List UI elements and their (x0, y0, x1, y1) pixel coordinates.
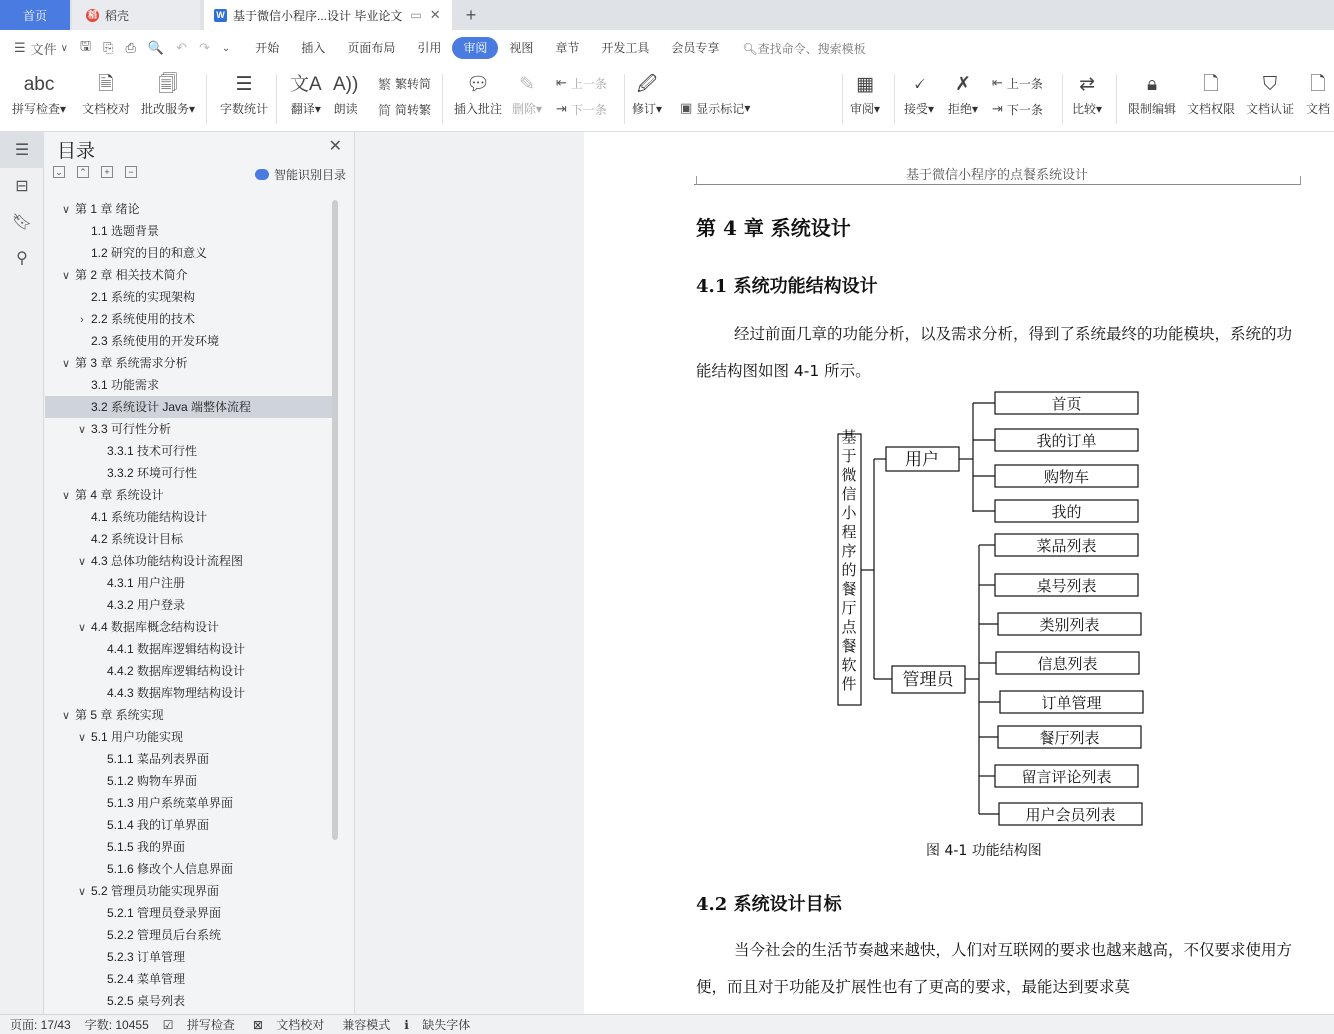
next-change-icon: ⇥ (992, 101, 1003, 116)
next-change-label: 下一条 (1006, 102, 1043, 117)
toc-item[interactable] (45, 242, 333, 264)
translate-label: 翻译 (290, 102, 315, 116)
smart-toc-label: 智能识别目录 (273, 168, 346, 182)
prev-change-button[interactable] (992, 72, 1043, 94)
ai-icon (255, 169, 269, 180)
toc-item[interactable] (45, 770, 333, 792)
section-title-4-2: 4.2 系统设计目标 (696, 894, 842, 915)
toc-item[interactable] (45, 374, 333, 396)
toc-item[interactable] (45, 946, 333, 968)
menu-start[interactable]: 开始 (255, 41, 280, 55)
toc-scrollbar[interactable] (332, 200, 338, 840)
ribbon-divider (206, 74, 207, 124)
trad-to-simp-button[interactable] (378, 72, 431, 94)
nav-side-strip (0, 132, 44, 1014)
missing-font[interactable]: ℹ 缺失字体 (404, 1018, 471, 1032)
toc-item[interactable] (45, 286, 333, 308)
admin-function-label: 餐厅列表 (1039, 729, 1100, 747)
toc-item-label: 1.2 研究的目的和意义 (91, 246, 208, 260)
menu-insert[interactable]: 插入 (301, 41, 326, 55)
insert-comment-label: 插入批注 (454, 102, 503, 116)
toc-item[interactable] (45, 572, 333, 594)
ribbon-divider (624, 74, 625, 124)
word-count-icon: ☰ (235, 74, 253, 95)
reject-icon: ✗ (955, 74, 971, 95)
delete-comment-icon: ✎ (519, 74, 535, 95)
chevron-down-icon[interactable]: ∨ (61, 490, 71, 502)
prev-comment-button[interactable] (556, 72, 607, 94)
compare-button[interactable]: ⇄ 比较▾ (1072, 70, 1102, 117)
ribbon-divider (276, 74, 277, 124)
next-comment-icon: ⇥ (556, 101, 567, 116)
diagram-leaf-nodes (973, 392, 1143, 825)
toc-item[interactable] (45, 660, 333, 682)
toc-pane (45, 132, 355, 1014)
spell-check-label: 拼写检查 (12, 102, 61, 116)
toc-item-label: 5.1 用户功能实现 (91, 730, 184, 744)
accept-icon: 🗸 (912, 74, 926, 95)
toc-item-label: 5.1.4 我的订单界面 (107, 818, 210, 832)
chevron-down-icon[interactable]: ∨ (77, 732, 87, 744)
reject-label: 拒绝 (948, 102, 973, 116)
toc-item[interactable] (45, 506, 333, 528)
root-label-char: 餐 (841, 637, 857, 655)
root-label-char: 基 (841, 428, 857, 446)
chevron-down-icon: ∨ (60, 42, 68, 54)
print-icon[interactable]: ⎙ (125, 40, 136, 55)
missing-font-label: 缺失字体 (422, 1018, 471, 1032)
doc-rights-icon: 🗋 (1203, 74, 1219, 95)
next-comment-button[interactable] (556, 98, 607, 120)
tab-home[interactable]: 首页 (0, 0, 70, 30)
next-change-button[interactable] (992, 98, 1043, 120)
toc-item[interactable] (45, 704, 333, 726)
page-indicator[interactable]: 页面: 17/43 (10, 1018, 71, 1032)
insert-comment-icon: 💬︎ (465, 74, 491, 95)
toc-item-label: 5.2.1 管理员登录界面 (107, 906, 222, 920)
figure-caption: 图 4-1 功能结构图 (926, 843, 1042, 859)
delete-comment-label: 删除 (512, 102, 537, 116)
proof-status[interactable]: ⊠ 文档校对 (252, 1018, 325, 1032)
search-icon[interactable]: ⚲ (16, 250, 28, 267)
toc-item-label: 4.4.2 数据库逻辑结构设计 (107, 664, 246, 678)
hamburger-icon: ☰ (14, 40, 26, 55)
chapter-title: 第 4 章 系统设计 (696, 216, 851, 240)
chevron-down-icon[interactable]: ∨ (77, 556, 87, 568)
menu-layout[interactable]: 页面布局 (347, 41, 396, 55)
toc-item[interactable] (45, 198, 333, 220)
smart-toc-button[interactable] (255, 166, 346, 183)
translate-icon: 文A (290, 74, 322, 95)
menu-reference[interactable]: 引用 (417, 41, 442, 55)
file-menu[interactable] (0, 39, 74, 58)
customize-icon[interactable]: ⌄ (221, 42, 231, 54)
toc-item[interactable] (45, 264, 333, 286)
root-label-char: 程 (841, 523, 857, 541)
user-function-label: 我的 (1051, 503, 1082, 521)
root-label-char: 于 (841, 447, 857, 465)
toc-item[interactable] (45, 682, 333, 704)
toc-item-label: 2.2 系统使用的技术 (91, 312, 196, 326)
correction-label: 批改服务 (141, 102, 190, 116)
ribbon-divider (1116, 74, 1117, 124)
toc-item[interactable] (45, 418, 333, 440)
toc-item-label: 4.2 系统设计目标 (91, 532, 184, 546)
toc-item-label: 第 4 章 系统设计 (75, 488, 164, 502)
tab-document[interactable] (204, 0, 452, 30)
toc-item-label: 5.1.2 购物车界面 (107, 774, 198, 788)
word-count-button[interactable] (220, 70, 268, 117)
toc-item[interactable] (45, 352, 333, 374)
user-function-label: 我的订单 (1036, 432, 1097, 450)
toc-item[interactable] (45, 836, 333, 858)
chevron-down-icon[interactable]: ∨ (61, 358, 71, 370)
chevron-down-icon[interactable]: ∨ (61, 204, 71, 216)
root-label-char: 厅 (841, 599, 857, 617)
accept-button[interactable]: 🗸 接受▾ (904, 70, 934, 117)
margin-mark (1300, 176, 1301, 185)
simp-to-trad-button[interactable] (378, 98, 431, 120)
toc-item-label: 4.3 总体功能结构设计流程图 (91, 554, 244, 568)
simp-to-trad-icon: 简 (378, 102, 392, 118)
toc-item[interactable] (45, 440, 333, 462)
toc-item-label: 3.2 系统设计 Java 端整体流程 (91, 400, 252, 414)
root-label-char: 小 (841, 504, 857, 522)
header-rule (694, 184, 1300, 185)
paragraph-4-2: 当今社会的生活节奏越来越快，人们对互联网的要求也越来越高，不仅要求使用方便，而且对于功能及扩展性也有了更高的要求，最能达到要求莫 (696, 941, 1292, 996)
document-page (584, 132, 1334, 1014)
paragraph-4-1: 经过前面几章的功能分析，以及需求分析，得到了系统最终的功能模块，系统的功能结构图如图 4-1 所示。 (696, 325, 1293, 380)
chevron-down-icon[interactable]: ∨ (61, 710, 71, 722)
doc-rights-label: 文档权限 (1187, 102, 1236, 116)
prev-change-label: 上一条 (1006, 76, 1043, 91)
admin-function-label: 订单管理 (1041, 694, 1102, 712)
toc-list (45, 198, 333, 1012)
correction-service-button[interactable]: 🗐 批改服务▾ (141, 70, 195, 117)
undo-icon[interactable]: ↶ (176, 40, 187, 55)
search-icon: 🔍︎ (742, 41, 758, 56)
tab-document-label: 基于微信小程序...设计 毕业论文 (233, 8, 403, 23)
spell-check-status-label: 拼写检查 (186, 1018, 235, 1032)
show-markup-button[interactable]: ▣ 显示标记 ▾ (680, 100, 751, 116)
toc-item-label: 5.1.1 菜品列表界面 (107, 752, 210, 766)
export-icon[interactable]: ⎘ (103, 40, 114, 55)
spell-check-status[interactable]: ☑ 拼写检查 (162, 1018, 235, 1032)
reject-button[interactable]: ✗ 拒绝▾ (948, 70, 978, 117)
doc-cert-label: 文档认证 (1246, 102, 1295, 116)
user-function-label: 购物车 (1043, 468, 1090, 486)
toc-item-label: 5.2 管理员功能实现界面 (91, 884, 220, 898)
file-menu-label: 文件 (30, 41, 57, 57)
toc-item[interactable] (45, 748, 333, 770)
close-icon[interactable]: ✕ (328, 138, 342, 155)
bookmark-icon[interactable]: 🔖︎ (11, 214, 33, 231)
show-markup-icon: ▣ (680, 100, 693, 115)
tab-daoke[interactable] (72, 0, 200, 30)
toc-item-label: 第 3 章 系统需求分析 (75, 356, 188, 370)
review-pane-icon: ▦ (856, 74, 874, 95)
toc-item[interactable] (45, 308, 333, 330)
print-preview-icon[interactable]: 🔍 (147, 40, 165, 55)
toc-item[interactable] (45, 550, 333, 572)
toc-item-label: 3.3.2 环境可行性 (107, 466, 198, 480)
toc-item-label: 第 1 章 绪论 (75, 202, 140, 216)
toc-item-label: 4.3.2 用户登录 (107, 598, 186, 612)
toc-title: 目录 (57, 141, 96, 162)
doc-proof-label: 文档校对 (82, 102, 131, 116)
spell-check-icon: abc (23, 74, 55, 95)
prev-comment-icon: ⇤ (556, 75, 567, 90)
chevron-down-icon[interactable]: ∨ (77, 424, 87, 436)
toc-item-label: 5.2.5 桌号列表 (107, 994, 186, 1008)
spell-check-button[interactable]: abc 拼写检查▾ (12, 70, 66, 117)
toc-item[interactable] (45, 814, 333, 836)
toc-item[interactable] (45, 924, 333, 946)
menu-section[interactable]: 章节 (555, 41, 580, 55)
review-ribbon (0, 66, 1334, 132)
toc-item[interactable] (45, 902, 333, 924)
doc-more-icon: 🗋 (1310, 74, 1326, 95)
toc-item-label: 4.4 数据库概念结构设计 (91, 620, 220, 634)
daoke-icon: 稻 (87, 9, 97, 20)
toc-icon[interactable]: ☰ (0, 132, 44, 168)
toc-item[interactable] (45, 330, 333, 352)
toc-item[interactable] (45, 968, 333, 990)
toc-item[interactable] (45, 792, 333, 814)
toc-item-label: 5.1.3 用户系统菜单界面 (107, 796, 234, 810)
chevron-down-icon[interactable]: ∨ (61, 270, 71, 282)
admin-function-label: 菜品列表 (1036, 537, 1097, 555)
toc-item[interactable] (45, 528, 333, 550)
toc-item-label: 4.4.1 数据库逻辑结构设计 (107, 642, 246, 656)
save-icon[interactable]: 🖫 (80, 38, 92, 53)
margin-mark (696, 176, 697, 185)
admin-function-label: 用户会员列表 (1025, 806, 1116, 824)
new-tab-button[interactable]: + (465, 4, 477, 25)
prev-comment-label: 上一条 (570, 76, 607, 91)
toc-item-label: 3.1 功能需求 (91, 378, 160, 392)
root-label-char: 的 (841, 561, 857, 579)
tab-bar (0, 0, 1334, 30)
shield-icon: ⛉ (1262, 74, 1278, 95)
read-aloud-label: 朗读 (333, 102, 358, 116)
word-count-label: 字数统计 (220, 102, 269, 116)
compare-label: 比较 (1072, 102, 1097, 116)
toc-item[interactable] (45, 594, 333, 616)
add-heading-icon[interactable]: + (101, 166, 113, 178)
collapse-all-icon[interactable]: ⌃ (77, 166, 89, 178)
show-markup-label: 显示标记 (696, 101, 745, 116)
chevron-down-icon[interactable]: ∨ (77, 886, 87, 898)
prev-change-icon: ⇤ (992, 75, 1003, 90)
compat-mode: 兼容模式 (342, 1018, 391, 1032)
track-changes-label: 修订 (632, 102, 657, 116)
doc-cert-button[interactable] (1246, 70, 1294, 117)
toc-item-label: 4.1 系统功能结构设计 (91, 510, 208, 524)
root-label-char: 件 (841, 675, 857, 693)
track-changes-button[interactable]: 🖉 修订▾ (632, 70, 662, 117)
toc-item-label: 3.3 可行性分析 (91, 422, 172, 436)
root-label-char: 序 (841, 542, 857, 560)
tab-daoke-label: 稻壳 (105, 8, 130, 23)
more-doc-label: 文档 (1306, 102, 1331, 116)
restrict-edit-button[interactable] (1128, 70, 1176, 117)
pin-icon[interactable]: ▭ (410, 8, 422, 22)
root-label-char: 软 (841, 656, 857, 674)
command-search-placeholder: 查找命令、搜索模板 (757, 41, 866, 56)
proof-status-label: 文档校对 (276, 1018, 325, 1032)
root-label-char: 点 (841, 618, 857, 636)
toc-item-label: 5.2.4 菜单管理 (107, 972, 186, 986)
simp-to-trad-label: 简转繁 (395, 102, 432, 117)
read-aloud-button[interactable] (333, 70, 358, 117)
ribbon-divider (842, 74, 843, 124)
user-node-label: 用户 (905, 450, 939, 470)
toc-item-label: 第 5 章 系统实现 (75, 708, 164, 722)
toc-toolbar (53, 166, 149, 178)
toc-item[interactable] (45, 462, 333, 484)
track-changes-icon: 🖉 (636, 74, 658, 95)
admin-function-label: 留言评论列表 (1021, 768, 1112, 786)
toc-item[interactable] (45, 990, 333, 1012)
command-search[interactable] (742, 40, 865, 57)
section-title-4-1: 4.1 系统功能结构设计 (696, 276, 878, 297)
correction-icon: 🗐 (158, 74, 178, 95)
accept-label: 接受 (904, 102, 929, 116)
root-label (841, 428, 857, 693)
page-header: 基于微信小程序的点餐系统设计 (905, 168, 1088, 183)
toc-item-label: 4.4.3 数据库物理结构设计 (107, 686, 246, 700)
toc-item[interactable] (45, 880, 333, 902)
menu-bar (0, 30, 1334, 66)
doc-rights-button[interactable] (1187, 70, 1235, 117)
toc-item-label: 5.1.5 我的界面 (107, 840, 186, 854)
menu-member[interactable]: 会员专享 (671, 41, 720, 55)
restrict-edit-label: 限制编辑 (1128, 102, 1177, 116)
root-label-char: 信 (841, 485, 857, 503)
close-tab-icon[interactable]: ✕ (429, 7, 441, 22)
admin-function-label: 桌号列表 (1036, 577, 1097, 595)
translate-button[interactable]: 文A 翻译▾ (290, 70, 322, 117)
toc-item[interactable] (45, 484, 333, 506)
remove-heading-icon[interactable]: − (125, 166, 137, 178)
toc-item-label: 5.1.6 修改个人信息界面 (107, 862, 234, 876)
doc-proof-icon: 🗎 (98, 74, 114, 95)
root-label-char: 微 (841, 466, 857, 484)
toc-item-label: 5.2.2 管理员后台系统 (107, 928, 222, 942)
admin-node-label: 管理员 (902, 670, 954, 690)
toc-item-label: 3.3.1 技术可行性 (107, 444, 198, 458)
word-count-indicator[interactable]: 字数: 10455 (84, 1018, 149, 1032)
doc-proof-button[interactable] (82, 70, 130, 117)
review-pane-button[interactable]: ▦ 审阅▾ (850, 70, 880, 117)
toc-item-label: 1.1 选题背景 (91, 224, 160, 238)
word-doc-icon: W (214, 9, 227, 22)
toc-item[interactable] (45, 638, 333, 660)
user-function-label: 首页 (1051, 395, 1082, 413)
insert-comment-button[interactable] (454, 70, 502, 117)
more-doc-button[interactable] (1306, 70, 1330, 117)
trad-to-simp-label: 繁转简 (395, 76, 432, 91)
root-label-char: 餐 (841, 580, 857, 598)
next-comment-label: 下一条 (570, 102, 607, 117)
expand-all-icon[interactable]: ⌄ (53, 166, 65, 178)
workspace-background (356, 132, 584, 1014)
admin-function-label: 信息列表 (1037, 655, 1098, 673)
toc-item-label: 2.1 系统的实现架构 (91, 290, 196, 304)
toc-item[interactable] (45, 616, 333, 638)
toc-item-label: 2.3 系统使用的开发环境 (91, 334, 220, 348)
redo-icon[interactable]: ↷ (198, 40, 210, 55)
toc-item[interactable] (45, 858, 333, 880)
ribbon-divider (894, 74, 895, 124)
read-aloud-icon: A)) (333, 74, 359, 95)
delete-comment-button[interactable]: ✎ 删除▾ (512, 70, 542, 117)
admin-function-label: 类别列表 (1039, 616, 1100, 634)
chevron-down-icon[interactable]: ∨ (77, 622, 87, 634)
toc-item[interactable] (45, 220, 333, 242)
compare-icon: ⇄ (1079, 74, 1095, 95)
review-pane-label: 审阅 (850, 102, 875, 116)
toc-item-label: 5.2.3 订单管理 (107, 950, 186, 964)
toc-item[interactable] (45, 726, 333, 748)
status-bar (0, 1014, 1334, 1034)
toc-item-label: 4.3.1 用户注册 (107, 576, 186, 590)
toc-item[interactable] (45, 396, 333, 418)
ribbon-divider (1062, 74, 1063, 124)
menu-view[interactable]: 视图 (509, 41, 534, 55)
chapter-nav-icon[interactable]: ⊟ (15, 178, 29, 195)
menu-review[interactable]: 审阅 (452, 37, 498, 59)
chevron-right-icon[interactable]: › (80, 314, 84, 326)
trad-to-simp-icon: 繁 (378, 76, 392, 92)
function-structure-diagram (584, 382, 1334, 842)
menu-devtools[interactable]: 开发工具 (601, 41, 650, 55)
ribbon-divider (442, 74, 443, 124)
lock-icon: 🔒︎ (1146, 74, 1158, 95)
toc-item-label: 第 2 章 相关技术简介 (75, 268, 188, 282)
